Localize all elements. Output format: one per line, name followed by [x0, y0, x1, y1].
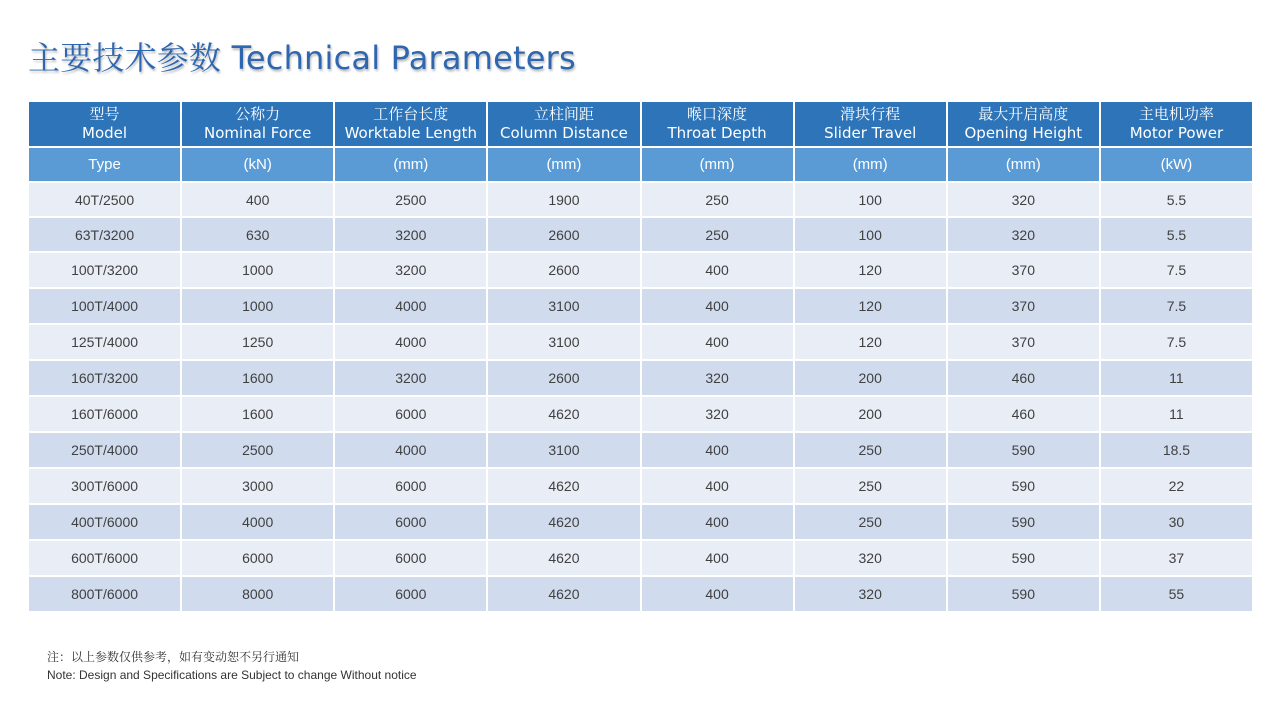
table-row [28, 360, 1253, 396]
table-row [28, 468, 1253, 504]
table-cell: 590 [947, 576, 1100, 612]
table-cell: 250T/4000 [28, 432, 181, 468]
table-cell: 100T/4000 [28, 288, 181, 324]
table-cell: 200 [794, 360, 947, 396]
table-cell: 40T/2500 [28, 182, 181, 217]
table-cell: 200 [794, 396, 947, 432]
table-cell: 590 [947, 540, 1100, 576]
header-cn: 滑块行程 [840, 105, 901, 123]
table-cell: 3100 [487, 288, 640, 324]
table-cell: 6000 [334, 396, 487, 432]
table-cell: 3000 [181, 468, 334, 504]
footnote-cn: 注：以上参数仅供参考，如有变动恕不另行通知 [47, 650, 300, 664]
header-cn: 公称力 [235, 105, 281, 123]
table-cell: 250 [794, 432, 947, 468]
table-row [28, 576, 1253, 612]
table-cell: 125T/4000 [28, 324, 181, 360]
table-cell: 4000 [334, 288, 487, 324]
table-cell: 6000 [181, 540, 334, 576]
table-unit-row [28, 147, 1253, 182]
table-cell: 1250 [181, 324, 334, 360]
table-cell: 11 [1100, 396, 1253, 432]
table-cell: 55 [1100, 576, 1253, 612]
table-cell: 400 [641, 324, 794, 360]
footnote [47, 648, 417, 684]
table-cell: 3200 [334, 360, 487, 396]
table-cell: 320 [641, 396, 794, 432]
header-cn: 最大开启高度 [978, 105, 1069, 123]
table-cell: 4620 [487, 576, 640, 612]
table-cell: 370 [947, 288, 1100, 324]
table-cell: 400 [641, 288, 794, 324]
table-cell: 6000 [334, 504, 487, 540]
header-cn: 工作台长度 [373, 105, 449, 123]
table-cell: 400 [641, 252, 794, 288]
table-cell: 5.5 [1100, 182, 1253, 217]
table-cell: 370 [947, 324, 1100, 360]
table-cell: 590 [947, 432, 1100, 468]
table-cell: 600T/6000 [28, 540, 181, 576]
table-cell: 100 [794, 217, 947, 252]
header-cn: 型号 [89, 105, 120, 123]
table-cell: 6000 [334, 468, 487, 504]
table-cell: 120 [794, 324, 947, 360]
unit-cell: (kW) [1100, 147, 1253, 182]
table-cell: 37 [1100, 540, 1253, 576]
table-cell: 400 [641, 576, 794, 612]
table-cell: 300T/6000 [28, 468, 181, 504]
table-row [28, 396, 1253, 432]
table-cell: 4620 [487, 540, 640, 576]
header-column-distance [487, 101, 640, 147]
unit-cell: (kN) [181, 147, 334, 182]
table-cell: 320 [794, 576, 947, 612]
table-cell: 1000 [181, 288, 334, 324]
parameters-table [27, 100, 1254, 613]
header-throat-depth [641, 101, 794, 147]
table-cell: 370 [947, 252, 1100, 288]
header-en: Opening Height [964, 124, 1083, 142]
table-cell: 250 [794, 504, 947, 540]
table-cell: 3100 [487, 324, 640, 360]
table-row [28, 540, 1253, 576]
table-row [28, 432, 1253, 468]
unit-cell: (mm) [947, 147, 1100, 182]
table-cell: 6000 [334, 576, 487, 612]
table-cell: 4000 [181, 504, 334, 540]
table-cell: 4000 [334, 432, 487, 468]
table-cell: 590 [947, 468, 1100, 504]
table-cell: 2600 [487, 360, 640, 396]
table-cell: 590 [947, 504, 1100, 540]
table-cell: 160T/3200 [28, 360, 181, 396]
table-cell: 7.5 [1100, 252, 1253, 288]
table-cell: 320 [794, 540, 947, 576]
table-cell: 6000 [334, 540, 487, 576]
table-cell: 250 [794, 468, 947, 504]
table-cell: 11 [1100, 360, 1253, 396]
table-header-row [28, 101, 1253, 147]
table-row [28, 182, 1253, 217]
table-cell: 400 [641, 540, 794, 576]
table-cell: 30 [1100, 504, 1253, 540]
table-cell: 100T/3200 [28, 252, 181, 288]
table-cell: 400 [641, 468, 794, 504]
header-worktable-length [334, 101, 487, 147]
unit-cell: (mm) [794, 147, 947, 182]
table-cell: 800T/6000 [28, 576, 181, 612]
header-en: Worktable Length [344, 124, 478, 142]
header-en: Throat Depth [667, 124, 767, 142]
header-en: Slider Travel [824, 124, 917, 142]
table-row [28, 324, 1253, 360]
table-cell: 250 [641, 217, 794, 252]
table-cell: 7.5 [1100, 324, 1253, 360]
table-row [28, 252, 1253, 288]
table-row [28, 288, 1253, 324]
header-en: Model [82, 124, 128, 142]
table-cell: 3200 [334, 252, 487, 288]
table-cell: 1000 [181, 252, 334, 288]
header-en: Nominal Force [203, 124, 312, 142]
table-cell: 250 [641, 182, 794, 217]
table-cell: 400T/6000 [28, 504, 181, 540]
table-cell: 5.5 [1100, 217, 1253, 252]
table-cell: 1600 [181, 396, 334, 432]
table-cell: 320 [947, 217, 1100, 252]
table-row [28, 504, 1253, 540]
table-cell: 160T/6000 [28, 396, 181, 432]
header-opening-height [947, 101, 1100, 147]
table-body [28, 182, 1253, 612]
header-motor-power [1100, 101, 1253, 147]
table-cell: 3100 [487, 432, 640, 468]
page-title: 主要技术参数 Technical Parameters [28, 39, 576, 77]
table-cell: 120 [794, 252, 947, 288]
header-en: Column Distance [500, 124, 628, 142]
footnote-en: Note: Design and Specifications are Subject to change Without notice [47, 668, 417, 682]
table-cell: 320 [641, 360, 794, 396]
table-cell: 4000 [334, 324, 487, 360]
header-en: Motor Power [1129, 124, 1224, 142]
table-cell: 7.5 [1100, 288, 1253, 324]
table-cell: 100 [794, 182, 947, 217]
table-cell: 630 [181, 217, 334, 252]
header-model [28, 101, 181, 147]
header-nominal-force [181, 101, 334, 147]
unit-cell: (mm) [641, 147, 794, 182]
table-cell: 400 [641, 432, 794, 468]
table-cell: 4620 [487, 468, 640, 504]
header-cn: 喉口深度 [687, 105, 748, 123]
table-cell: 1900 [487, 182, 640, 217]
table-cell: 2500 [334, 182, 487, 217]
header-slider-travel [794, 101, 947, 147]
table-cell: 8000 [181, 576, 334, 612]
table-cell: 18.5 [1100, 432, 1253, 468]
table-cell: 460 [947, 396, 1100, 432]
table-row [28, 217, 1253, 252]
table-cell: 2600 [487, 252, 640, 288]
table-cell: 2600 [487, 217, 640, 252]
unit-cell: (mm) [334, 147, 487, 182]
table-cell: 460 [947, 360, 1100, 396]
table-cell: 400 [181, 182, 334, 217]
table-cell: 1600 [181, 360, 334, 396]
table-cell: 4620 [487, 504, 640, 540]
table-cell: 63T/3200 [28, 217, 181, 252]
table-cell: 4620 [487, 396, 640, 432]
unit-cell: (mm) [487, 147, 640, 182]
table-cell: 400 [641, 504, 794, 540]
table-cell: 2500 [181, 432, 334, 468]
header-cn: 主电机功率 [1138, 105, 1214, 123]
table-cell: 22 [1100, 468, 1253, 504]
header-cn: 立柱间距 [533, 105, 594, 123]
table-cell: 120 [794, 288, 947, 324]
table-cell: 3200 [334, 217, 487, 252]
table-cell: 320 [947, 182, 1100, 217]
unit-cell: Type [28, 147, 181, 182]
